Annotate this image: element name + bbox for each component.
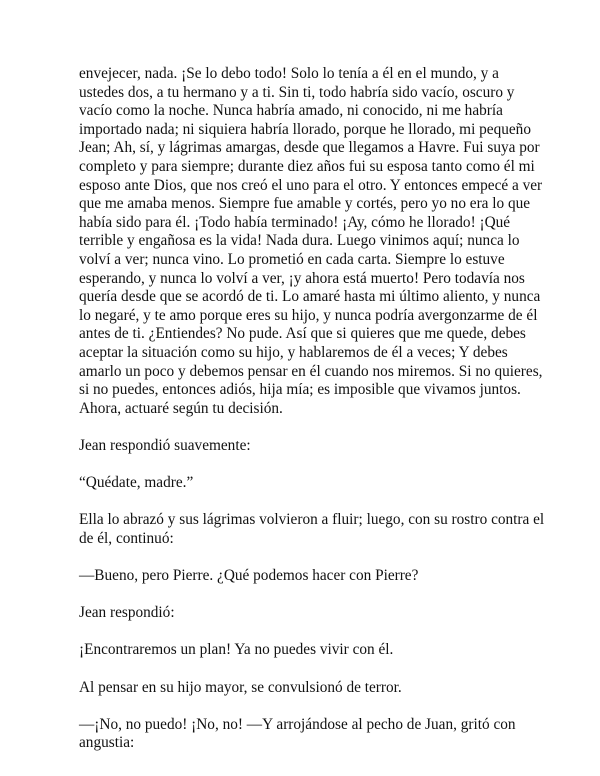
text-line: Ahora, actuaré según tu decisión. (79, 399, 283, 417)
text-line: que me amaba menos. Siempre fue amable y cortés, pero yo no era lo que (79, 195, 531, 213)
paragraph-3 (79, 474, 531, 493)
paragraph-6 (79, 604, 531, 623)
text-line: aceptar la situación como su hijo, y hablaremos de él a veces; Y debes (79, 343, 508, 361)
paragraph-1 (79, 65, 543, 418)
text-line: “Quédate, madre.” (79, 474, 194, 492)
text-line: esposo ante Dios, que nos creó el uno para el otro. Y entonces empecé a ver (79, 176, 543, 194)
text-line: vacío como la noche. Nunca habría amado, ni conocido, ni me habría (79, 102, 503, 120)
text-line: volví a ver; nunca vino. Lo prometió en cada carta. Siempre lo estuve (79, 250, 505, 268)
text-line: Jean respondió: (79, 604, 175, 622)
text-line: antes de ti. ¿Entiendes? No pude. Así que si quieres que me quede, debes (79, 325, 526, 343)
paragraph-9 (79, 716, 531, 753)
paragraph-4 (79, 511, 545, 548)
body-text (79, 65, 545, 772)
text-line: ¡Encontraremos un plan! Ya no puedes vivir con él. (79, 641, 394, 659)
text-line: —Bueno, pero Pierre. ¿Qué podemos hacer con Pierre? (79, 567, 419, 585)
text-line: Al pensar en su hijo mayor, se convulsionó de terror. (79, 678, 402, 696)
text-line: envejecer, nada. ¡Se lo debo todo! Solo lo tenía a él en el mundo, y a (79, 65, 499, 82)
text-line: importado nada; ni siquiera habría llorado, porque he llorado, mi pequeño (79, 120, 531, 138)
text-line: terrible y engañosa es la vida! Nada dura. Luego vinimos aquí; nunca lo (79, 232, 520, 250)
text-line: —¡No, no puedo! ¡No, no! —Y arrojándose al pecho de Juan, gritó con (79, 715, 516, 733)
text-line: completo y para siempre; durante diez años fui su esposa tanto como él mi (79, 157, 535, 175)
text-line: Jean respondió suavemente: (79, 436, 251, 454)
text-line: angustia: (79, 734, 135, 752)
text-line: quería desde que se acordó de ti. Lo amaré hasta mi último aliento, y nunca (79, 288, 541, 306)
paragraph-7 (79, 641, 531, 660)
text-line: ustedes dos, a tu hermano y a ti. Sin ti, todo habría sido vacío, oscuro y (79, 83, 515, 101)
paragraph-2 (79, 437, 531, 456)
text-line: Ella lo abrazó y sus lágrimas volvieron a fluir; luego, con su rostro contra el (79, 511, 545, 529)
text-line: de él, continuó: (79, 529, 174, 547)
paragraph-8 (79, 679, 531, 698)
text-line: esperando, y nunca lo volví a ver, ¡y ahora está muerto! Pero todavía nos (79, 269, 525, 287)
paragraph-5 (79, 567, 531, 586)
text-line: Jean; Ah, sí, y lágrimas amargas, desde que llegamos a Havre. Fui suya por (79, 139, 540, 157)
text-line: si no puedes, entonces adiós, hija mía; es imposible que vivamos juntos. (79, 381, 521, 399)
text-line: lo negaré, y te amo porque eres su hijo, y nunca podría avergonzarme de él (79, 306, 538, 324)
text-line: había sido para él. ¡Todo había terminado! ¡Ay, cómo he llorado! ¡Qué (79, 213, 511, 231)
text-line: amarlo un poco y debemos pensar en él cuando nos miremos. Si no quieres, (79, 362, 543, 380)
